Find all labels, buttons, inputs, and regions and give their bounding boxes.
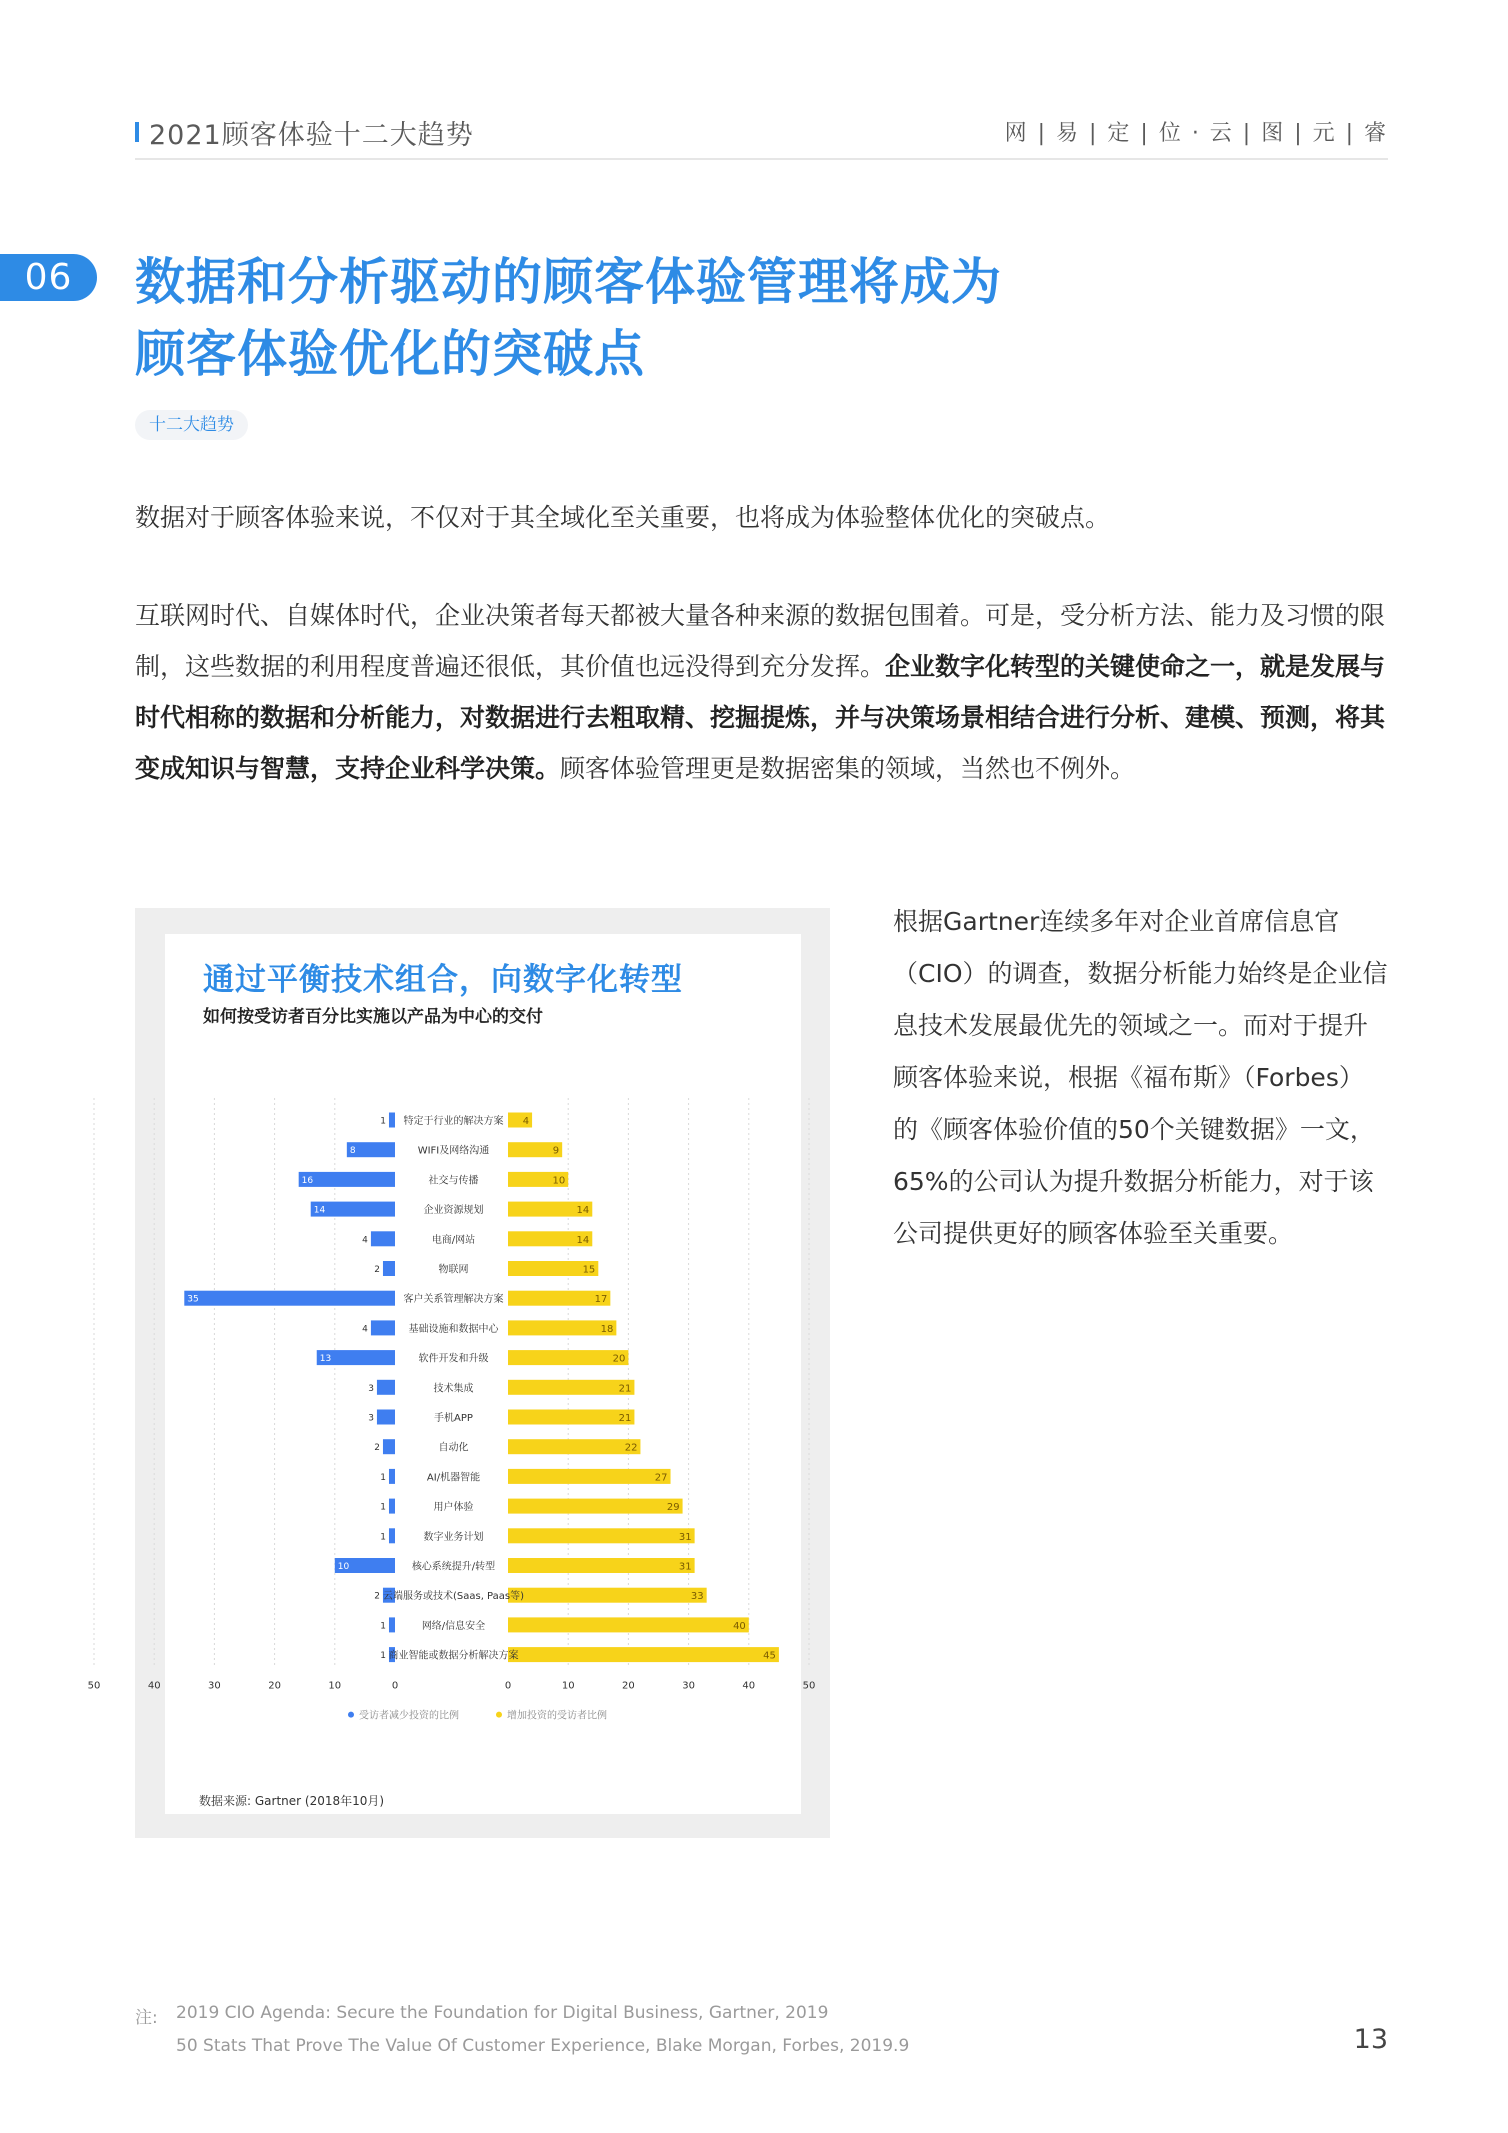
body-text-end: 顾客体验管理更是数据密集的领域，当然也不例外。 <box>560 754 1136 783</box>
page-number: 13 <box>1353 2024 1388 2055</box>
decrease-bar <box>383 1439 395 1454</box>
increase-value-label: 31 <box>678 1531 692 1543</box>
report-title: 2021顾客体验十二大趋势 <box>149 120 474 151</box>
decrease-bar <box>371 1320 395 1335</box>
footnote-label: 注: <box>135 2008 158 2028</box>
increase-bar <box>508 1469 671 1484</box>
category-label: AI/机器智能 <box>426 1472 481 1484</box>
decrease-value-label: 16 <box>301 1175 314 1186</box>
decrease-bar <box>389 1469 395 1484</box>
category-label: 电商/网站 <box>431 1234 476 1246</box>
decrease-bar <box>383 1261 395 1276</box>
legend-dot-increase <box>496 1712 502 1718</box>
left-axis-tick: 50 <box>87 1680 101 1692</box>
decrease-value-label: 3 <box>368 1383 374 1394</box>
section-title-line-1: 数据和分析驱动的顾客体验管理将成为 <box>135 253 1002 311</box>
increase-value-label: 27 <box>654 1472 668 1484</box>
increase-bar <box>508 1558 695 1573</box>
increase-value-label: 45 <box>763 1650 776 1662</box>
legend-dot-decrease <box>348 1712 354 1718</box>
category-label: 社交与传播 <box>428 1175 479 1187</box>
right-axis-tick: 50 <box>802 1680 816 1692</box>
increase-bar <box>508 1617 749 1632</box>
increase-value-label: 14 <box>576 1234 590 1246</box>
category-label: 数字业务计划 <box>423 1531 484 1543</box>
increase-value-label: 17 <box>594 1294 608 1306</box>
category-label: 手机APP <box>434 1413 473 1424</box>
decrease-value-label: 14 <box>313 1205 326 1216</box>
decrease-value-label: 1 <box>380 1502 386 1513</box>
right-axis-tick: 20 <box>622 1680 635 1692</box>
increase-value-label: 21 <box>618 1413 632 1424</box>
decrease-value-label: 4 <box>362 1324 368 1335</box>
category-label: 基础设施和数据中心 <box>408 1323 499 1335</box>
increase-value-label: 22 <box>624 1442 638 1454</box>
section-title <box>135 246 1002 390</box>
increase-value-label: 29 <box>666 1502 680 1514</box>
increase-bar <box>508 1528 695 1543</box>
category-label: 自动化 <box>438 1442 469 1454</box>
decrease-value-label: 1 <box>380 1472 386 1483</box>
decrease-value-label: 1 <box>380 1621 386 1632</box>
increase-bar <box>508 1350 628 1365</box>
decrease-value-label: 3 <box>368 1413 374 1424</box>
decrease-bar <box>184 1291 395 1306</box>
header-accent-bar <box>135 122 139 142</box>
category-label: 企业资源规划 <box>423 1205 484 1217</box>
category-label: 用户体验 <box>433 1502 474 1514</box>
body-paragraph <box>135 590 1388 794</box>
increase-value-label: 10 <box>552 1175 566 1187</box>
brand-credits: 网 | 易 | 定 | 位 · 云 | 图 | 元 | 睿 <box>1004 121 1388 146</box>
decrease-bar <box>389 1113 395 1128</box>
increase-bar <box>508 1647 779 1662</box>
increase-value-label: 15 <box>582 1264 596 1276</box>
page-header <box>135 112 1388 160</box>
right-axis-tick: 10 <box>561 1680 575 1692</box>
category-label: 特定于行业的解决方案 <box>403 1116 504 1127</box>
left-axis-tick: 10 <box>328 1680 342 1692</box>
category-label: WIFI及网络沟通 <box>417 1145 490 1157</box>
chart-subtitle: 如何按受访者百分比实施以产品为中心的交付 <box>203 1007 543 1027</box>
footnote-text-1: 2019 CIO Agenda: Secure the Foundation for Digital Business, Gartner, 2019 <box>176 2003 829 2023</box>
decrease-value-label: 10 <box>337 1562 350 1572</box>
chart-figure <box>87 908 830 1838</box>
category-label: 物联网 <box>438 1264 469 1276</box>
right-axis-tick: 30 <box>682 1680 695 1692</box>
decrease-value-label: 8 <box>349 1146 356 1157</box>
left-axis-tick: 20 <box>268 1680 281 1692</box>
decrease-value-label: 2 <box>374 1591 380 1602</box>
decrease-bar <box>377 1380 395 1395</box>
increase-value-label: 40 <box>733 1620 746 1632</box>
category-label: 客户关系管理解决方案 <box>403 1294 504 1306</box>
category-label: 云端服务或技术(Saas, Paas等) <box>382 1591 525 1603</box>
decrease-value-label: 4 <box>362 1235 368 1246</box>
category-label: 网络/信息安全 <box>421 1620 486 1632</box>
right-axis-tick: 0 <box>504 1680 512 1692</box>
chart-source: 数据来源: Gartner (2018年10月) <box>199 1794 385 1808</box>
increase-value-label: 21 <box>618 1383 632 1395</box>
body-text-start: 互联网时代、自媒体时代，企业决策者每天都被大量各种来源的数据包围着。可是，受分析方法、能力及习惯的限制，这些数据的利用程度普遍还很低，其价值也远没得到充分发挥。 <box>135 601 1386 681</box>
increase-bar <box>508 1499 683 1514</box>
increase-bar <box>508 1410 634 1425</box>
side-paragraph: 根据Gartner连续多年对企业首席信息官（CIO）的调查，数据分析能力始终是企业信息技术发展最优先的领域之一。而对于提升顾客体验来说，根据《福布斯》（Forbes）的《顾客体验价值的50个关键数据》一文，65%的公司认为提升数据分析能力，对于该公司提供更好的顾客体验至关重要。 <box>893 907 1388 1248</box>
increase-bar <box>508 1439 640 1454</box>
chart-title: 通过平衡技术组合，向数字化转型 <box>203 962 683 998</box>
left-axis-tick: 40 <box>147 1680 161 1692</box>
intro-paragraph: 数据对于顾客体验来说，不仅对于其全域化至关重要，也将成为体验整体优化的突破点。 <box>135 503 1111 532</box>
trend-tag: 十二大趋势 <box>135 410 248 440</box>
body-text-emphasis: 企业数字化转型的关键使命之一，就是发展与时代相称的数据和分析能力，对数据进行去粗取精、挖掘提炼，并与决策场景相结合进行分析、建模、预测，将其变成知识与智慧，支持企业科学决策。 <box>135 652 1386 783</box>
chart-card <box>87 934 816 1814</box>
category-label: 技术集成 <box>433 1383 474 1395</box>
decrease-value-label: 1 <box>380 1651 386 1662</box>
decrease-value-label: 1 <box>380 1116 386 1127</box>
decrease-bar <box>389 1528 395 1543</box>
category-label: 核心系统提升/转型 <box>411 1561 496 1573</box>
right-axis-tick: 40 <box>742 1680 756 1692</box>
decrease-value-label: 2 <box>374 1265 380 1275</box>
decrease-value-label: 1 <box>380 1532 386 1543</box>
increase-value-label: 18 <box>600 1323 614 1335</box>
decrease-bar <box>389 1499 395 1514</box>
increase-bar <box>508 1380 634 1395</box>
decrease-bar <box>377 1410 395 1425</box>
category-label: 软件开发和升级 <box>418 1353 489 1365</box>
decrease-value-label: 13 <box>319 1354 332 1365</box>
increase-value-label: 33 <box>690 1591 704 1603</box>
increase-value-label: 31 <box>678 1561 692 1573</box>
increase-bar <box>508 1588 707 1603</box>
butterfly-bar-chart <box>87 934 816 1814</box>
increase-value-label: 9 <box>552 1145 560 1157</box>
section-title-line-2: 顾客体验优化的突破点 <box>135 325 645 383</box>
section-number-badge: 06 <box>0 254 97 301</box>
category-label: 商业智能或数据分析解决方案 <box>388 1650 519 1662</box>
decrease-value-label: 2 <box>374 1443 380 1454</box>
decrease-bar <box>389 1617 395 1632</box>
footnote-2: 50 Stats That Prove The Value Of Customer Experience, Blake Morgan, Forbes, 2019.9 <box>176 2036 910 2056</box>
increase-value-label: 14 <box>576 1205 590 1217</box>
decrease-value-label: 35 <box>187 1294 199 1305</box>
decrease-bar <box>371 1231 395 1246</box>
increase-value-label: 4 <box>522 1116 530 1127</box>
legend-label-decrease: 受访者减少投资的比例 <box>359 1710 459 1722</box>
left-axis-tick: 0 <box>391 1680 399 1692</box>
left-axis-tick: 30 <box>208 1680 221 1692</box>
increase-value-label: 20 <box>612 1353 626 1365</box>
legend-label-increase: 增加投资的受访者比例 <box>507 1710 607 1722</box>
